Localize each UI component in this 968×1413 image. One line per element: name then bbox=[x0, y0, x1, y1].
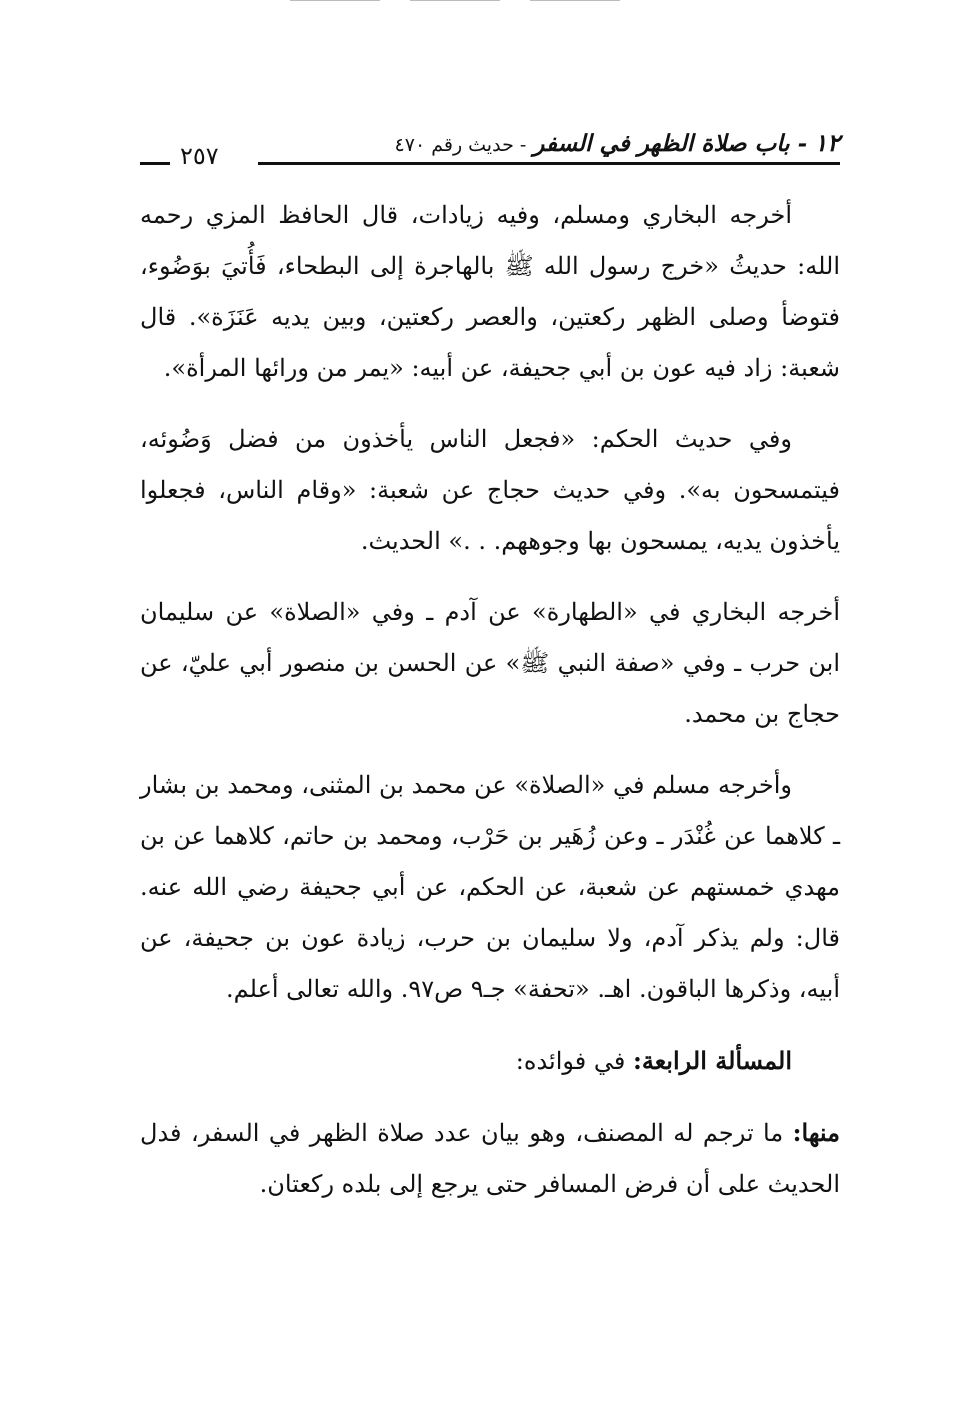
body-text bbox=[140, 190, 840, 1230]
scan-mark bbox=[410, 0, 500, 6]
chapter-title: باب صلاة الظهر في السفر bbox=[533, 130, 790, 157]
top-scan-marks bbox=[290, 0, 620, 6]
paragraph-text: ما ترجم له المصنف، وهو بيان عدد صلاة الظهر في السفر، فدل الحديث على أن فرض المسافر حتى يرجع إلى بلده ركعتان. bbox=[140, 1119, 840, 1198]
running-header bbox=[140, 128, 840, 172]
section-heading-paragraph bbox=[140, 1035, 840, 1087]
paragraph-text: وأخرجه مسلم في «الصلاة» عن محمد بن المثنى، ومحمد بن بشار ـ كلاهما عن غُنْدَر ـ وعن زُهَير بن حَرْب، ومحمد بن حاتم، كلاهما عن بن مهدي خمستهم عن شعبة، عن الحكم، عن أبي جحيفة رضي الله عنه. قال: ولم يذكر آدم، ولا سليمان بن حرب، زيادة عون بن جحيفة، عن أبيه، وذكرها الباقون. اهـ. «تحفة» جـ٩ ص٩٧. والله تعالى أعلم. bbox=[140, 771, 840, 1003]
paragraph-text: في فوائده: bbox=[515, 1047, 633, 1075]
scan-mark bbox=[530, 0, 620, 6]
paragraph-text: أخرجه البخاري ومسلم، وفيه زيادات، قال الحافظ المزي رحمه الله: حديثُ «خرج رسول الله ﷺ بالهاجرة إلى البطحاء، فَأُتيَ بوَضُوء، فتوضأ وصلى الظهر ركعتين، والعصر ركعتين، وبين يديه عَنَزَة». قال شعبة: زاد فيه عون بن أبي جحيفة، عن أبيه: «يمر من ورائها المرأة». bbox=[140, 201, 840, 382]
header-rule bbox=[258, 162, 840, 165]
paragraph bbox=[140, 190, 840, 394]
chapter-number: ١٢ bbox=[814, 128, 840, 157]
page-number: ٢٥٧ bbox=[180, 142, 219, 170]
page-number-dash bbox=[140, 162, 170, 165]
header-title: ١٢ - باب صلاة الظهر في السفر - حديث رقم ٤٧٠ bbox=[394, 128, 840, 157]
paragraph bbox=[140, 1107, 840, 1210]
scan-mark bbox=[290, 0, 380, 6]
paragraph-text: أخرجه البخاري في «الطهارة» عن آدم ـ وفي «الصلاة» عن سليمان ابن حرب ـ وفي «صفة النبي ﷺ» عن الحسن بن منصور أبي عليّ، عن حجاج بن محمد. bbox=[140, 598, 840, 728]
paragraph-text: وفي حديث الحكم: «فجعل الناس يأخذون من فضل وَضُوئه، فيتمسحون به». وفي حديث حجاج عن شعبة: «وقام الناس، فجعلوا يأخذون يديه، يمسحون بها وجوههم. . .» الحديث. bbox=[140, 425, 840, 555]
section-heading: المسألة الرابعة: bbox=[633, 1046, 792, 1075]
paragraph bbox=[140, 587, 840, 740]
paragraph bbox=[140, 414, 840, 567]
lead-word: منها: bbox=[792, 1118, 840, 1147]
hadith-reference: حديث رقم ٤٧٠ bbox=[394, 134, 514, 156]
paragraph bbox=[140, 760, 840, 1015]
